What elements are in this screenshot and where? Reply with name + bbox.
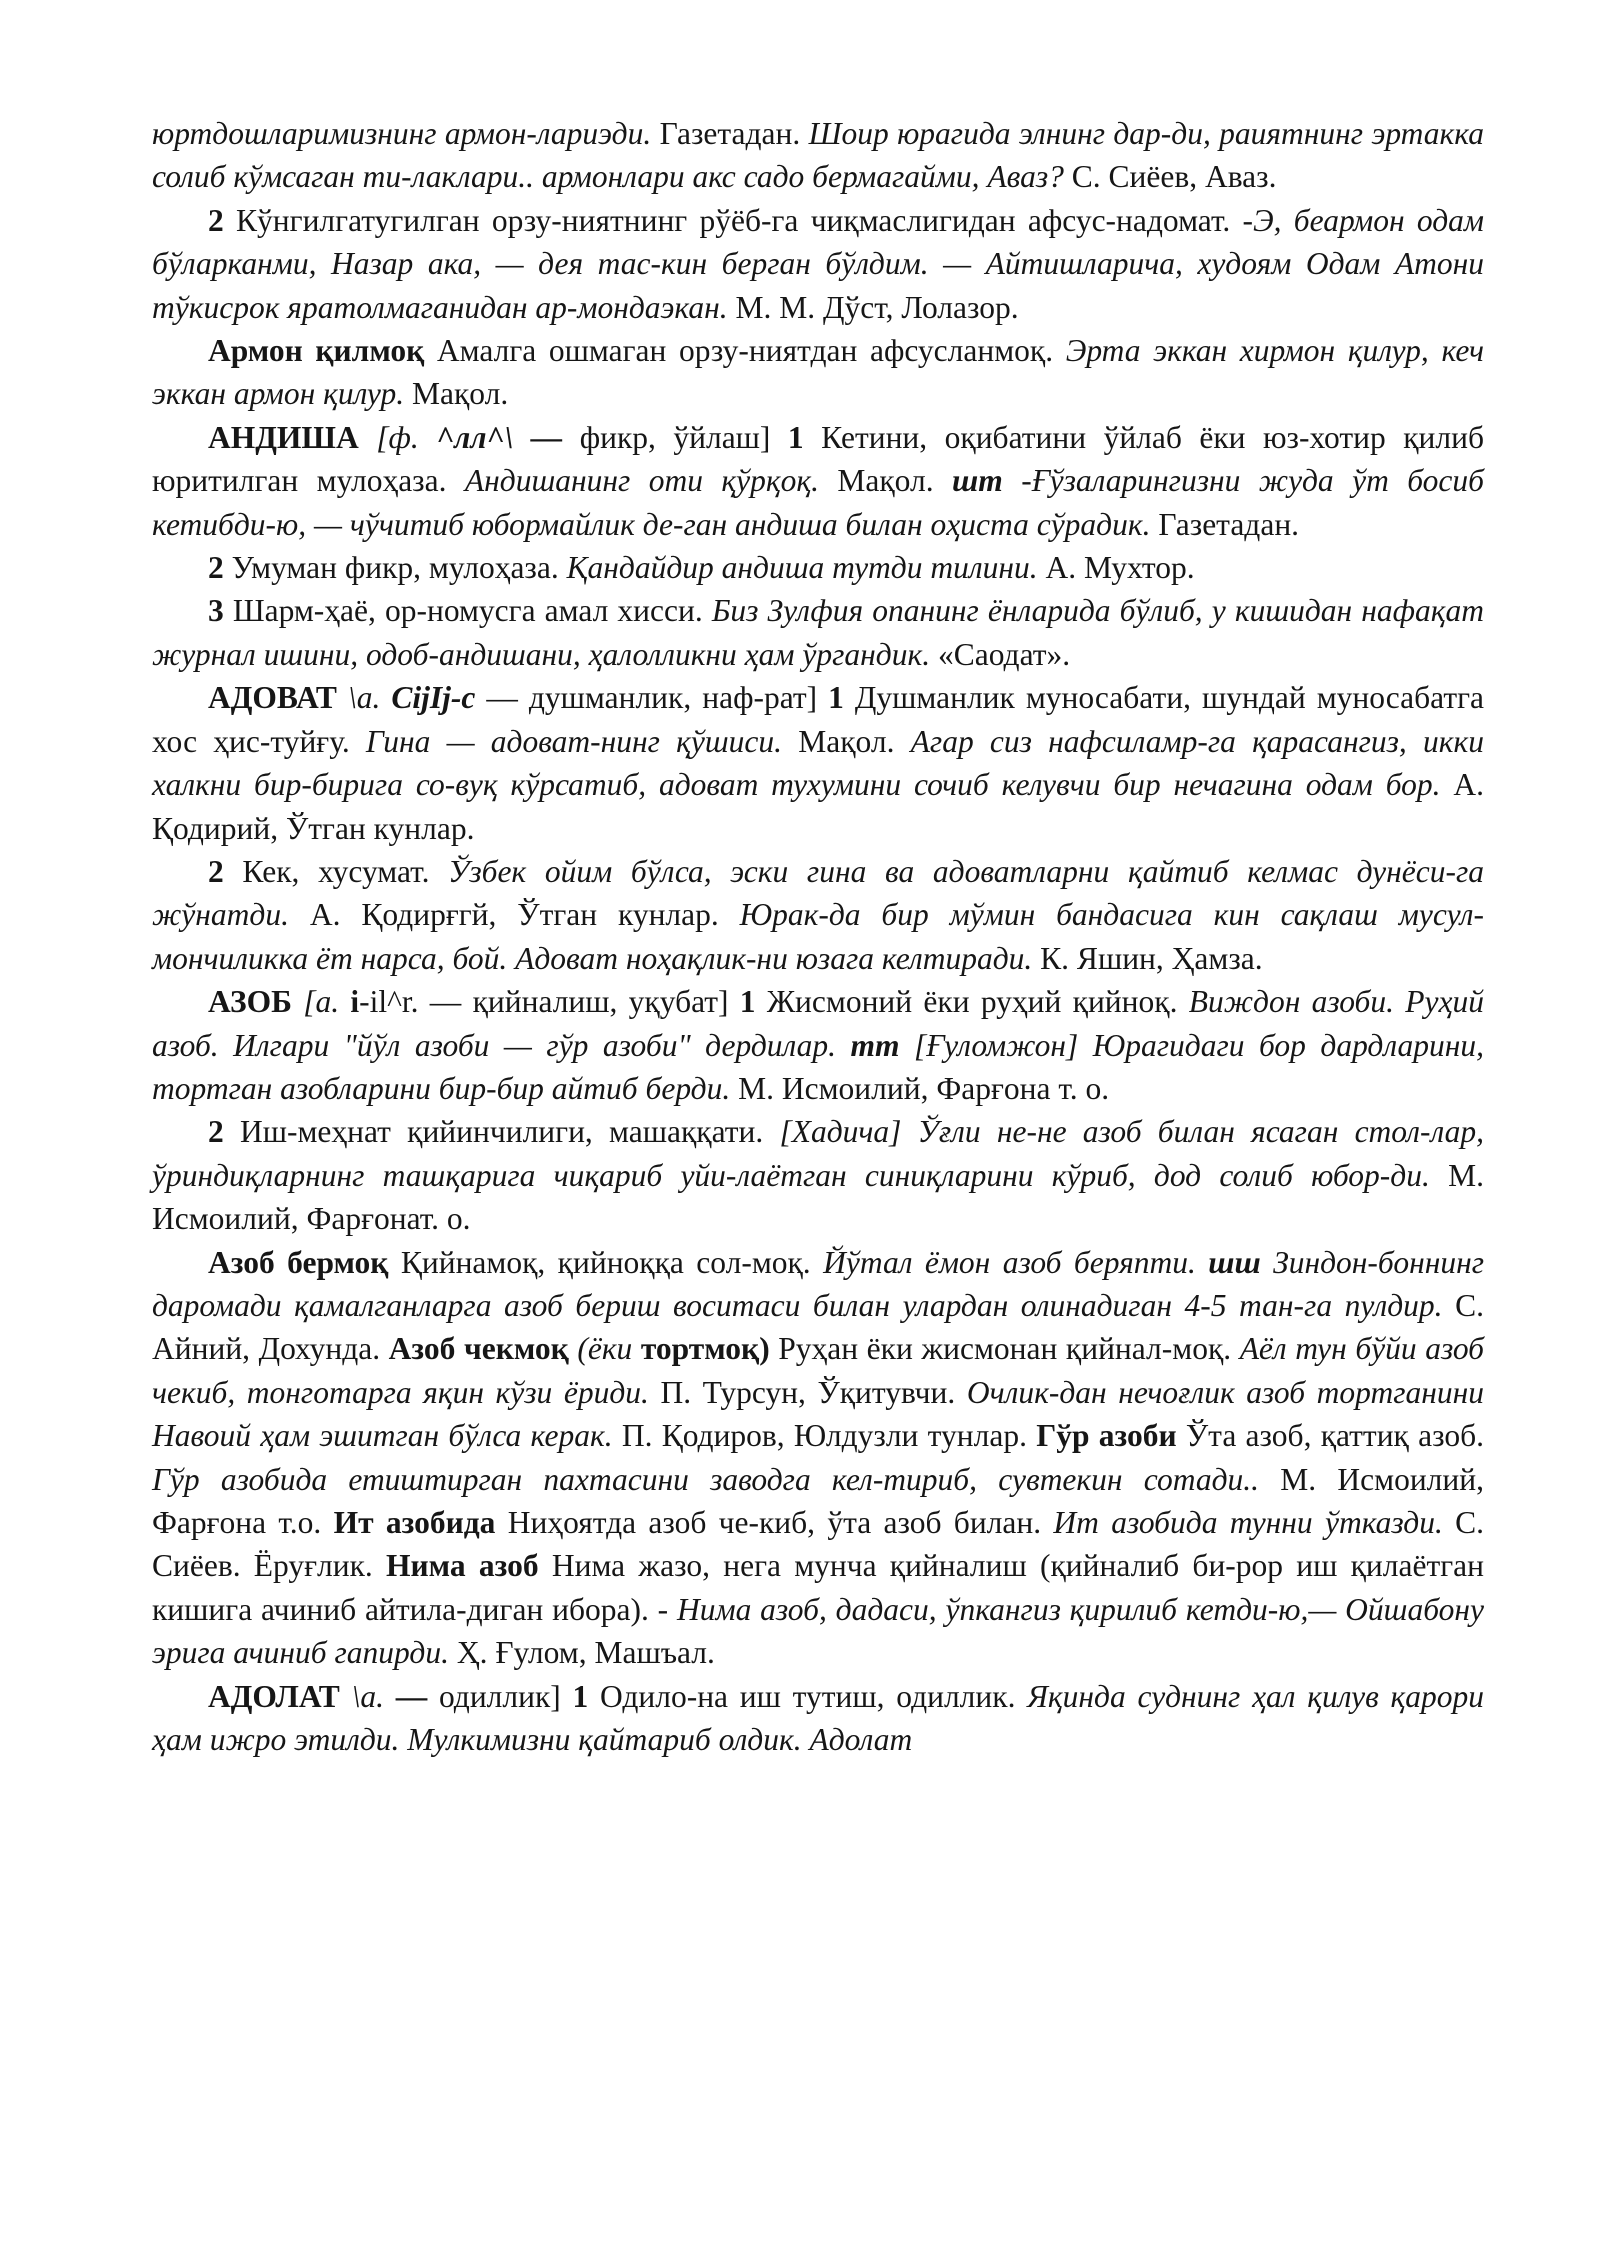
headword-or-number: Нима азоб [386, 1548, 539, 1584]
definition-text: Газетадан. [1150, 506, 1300, 542]
definition-text: Нима жазо, нега мунча қийналиш (қийналиб би-рор иш қилаётган кишига ачиниб айтила-диган ибора). [152, 1548, 1484, 1627]
definition-text: Кўнгилгатугилган орзу-ниятнинг рўёб-га чиқмаслигидан афсус-надомат. [223, 202, 1243, 238]
headword-or-number: Армон қилмоқ [208, 333, 425, 369]
example-text: - Нима азоб, дадаси, ўпкангиз қирилиб кетди-ю,— Ойшабону эрига ачиниб гапирди. [152, 1591, 1484, 1671]
headword-or-number: АНДИША [208, 419, 359, 455]
example-text: Очлик-дан нечоғлик азоб тортганини Навоий ҳам эшитган бўлса керак. [152, 1374, 1484, 1454]
example-text: Агар сиз нафсиламр-га қарасангиз, икки халкни бир-бирига со-вуқ кўрсатиб, адоват тухумини сочиб келувчи бир нечагина одам бор. [152, 723, 1484, 803]
example-text: ^лл^\ — [436, 419, 563, 455]
example-text: Виждон азоби. Руҳий азоб. Илгари "йўл азоби — гўр азоби" дердилар. [152, 984, 1484, 1063]
definition-text: Газетадан. [651, 116, 809, 151]
example-text: [а. [291, 984, 351, 1020]
definition-text: Кетини, оқибатини ўйлаб ёки юз-хотир қилиб юритилган мулоҳаза. [152, 419, 1484, 499]
headword-or-number: Гўр азоби [1036, 1418, 1177, 1454]
definition-text: Умуман фикр, мулоҳаза. [223, 550, 567, 586]
definition-text: Жисмоний ёки руҳий қийноқ. [755, 984, 1189, 1020]
example-text: Шоир юрагида элнинг дар-ди, раиятнинг эртакка солиб кўмсаган ти-лаклари.. армонлари акс садо бермагайми, Аваз? [152, 116, 1484, 195]
dictionary-paragraph [152, 1675, 1484, 1762]
headword-or-number: тортмоқ) [640, 1331, 770, 1367]
definition-text: Шарм-ҳаё, ор-номусга амал хисси. [223, 593, 712, 629]
definition-text: М. Исмоилий, Фарғона т.о. [152, 1461, 1484, 1540]
definition-text: П. Қодиров, Юлдузли тунлар. [612, 1418, 1037, 1454]
example-text: [Ғуломжон] Юрагидаги бор дардларини, тортган азобларини бир-бир айтиб берди. [152, 1027, 1484, 1106]
example-text: [Хадича] Ўғли не-не азоб билан ясаган стол-лар, ўриндиқларнинг ташқарига чиқариб уйи-лаётган синиқларини кўриб, дод солиб юбор-ди. [152, 1114, 1484, 1193]
definition-text: А. Қодирий, Ўтган кунлар. [152, 767, 1485, 846]
headword-or-number: 2 [208, 202, 224, 238]
headword-or-number: Азоб чекмоқ [388, 1331, 569, 1367]
definition-text: М. М. Дўст, Лолазор. [727, 289, 1019, 325]
example-text: Гина — адоват-нинг қўшиси. [365, 723, 783, 759]
definition-text: Мақол. [818, 463, 953, 499]
example-text: Қандайдир андиша тутди тилини. [566, 550, 1038, 586]
dictionary-paragraph [152, 416, 1484, 546]
definition-text: Одило-на иш тутиш, одиллик. [588, 1678, 1028, 1714]
example-text: тт [850, 1027, 900, 1063]
example-text: Гўр азобида етиштирган пахтасини заводга кел-тириб, сувтекин сотади.. [152, 1461, 1260, 1497]
dictionary-paragraph [152, 199, 1484, 329]
example-text: Зиндон-боннинг даромади қамалганларга азоб бериш воситаси билан улардан олинадиган 4-5 тан-га пулдир. [152, 1244, 1485, 1323]
definition-text: М. Исмоилий, Фарғонат. о. [152, 1157, 1484, 1237]
definition-text: П. Турсун, Ўқитувчи. [648, 1374, 967, 1410]
definition-text: А. Мухтор. [1037, 550, 1195, 586]
definition-text: «Саодат». [930, 636, 1071, 672]
definition-text: Мақол. [404, 376, 509, 412]
dictionary-paragraph [152, 1241, 1484, 1675]
example-text: шт [952, 463, 1003, 499]
example-text: шш [1208, 1244, 1261, 1280]
example-text: Аёл тун бўйи азоб чекиб, тонготарга яқин кўзи ёриди. [152, 1331, 1485, 1410]
definition-text: М. Исмоилий, Фарғона т. о. [730, 1070, 1110, 1106]
dictionary-paragraph [152, 546, 1484, 589]
headword-or-number: 1 [572, 1678, 589, 1714]
dictionary-paragraph [152, 980, 1484, 1110]
headword-or-number: АДОВАТ [208, 680, 337, 716]
definition-text: Амалга ошмаган орзу-ниятдан афсусланмоқ. [424, 333, 1066, 369]
definition-text: Душманлик муносабати, шундай муносабатга хос ҳис-туйғу. [152, 680, 1484, 759]
headword-or-number: 1 [828, 680, 844, 716]
example-text: Йўтал ёмон азоб беряпти. [823, 1244, 1209, 1280]
dictionary-paragraph [152, 112, 1484, 199]
headword-or-number: 3 [208, 593, 224, 629]
headword-or-number: 2 [208, 853, 224, 889]
example-text: -Э, беармон одам бўларканми, Назар ака, — дея тас-кин берган бўлдим. — Айтишларича, худоям Одам Атони тўкисрок яратолмаганидан ар-мондаэкан. [152, 202, 1485, 325]
dictionary-entries [152, 112, 1484, 1761]
definition-text: А. Қодирғгй, Ўтган кунлар. [288, 897, 740, 933]
definition-text: -il^r. — қийналиш, уқубат] [359, 984, 740, 1020]
example-text: Ўзбек ойим бўлса, эски гина ва адоватларни қайтиб келмас дунёси-га жўнатди. [152, 853, 1484, 933]
definition-text: К. Яшин, Ҳамза. [1032, 940, 1263, 976]
definition-text: Ҳ. Ғулом, Машъал. [448, 1635, 715, 1671]
dictionary-paragraph [152, 329, 1484, 416]
definition-text: С. Айний, Дохунда. [152, 1287, 1484, 1367]
example-text: [ф. [358, 419, 437, 455]
definition-text: Ниҳоятда азоб че-киб, ўта азоб билан. [495, 1505, 1054, 1540]
example-text: Ит азобида тунни ўтказди. [1053, 1505, 1443, 1540]
example-text: Андишанинг оти қўрқоқ. [464, 463, 819, 499]
example-text: юртдошларимизнинг армон-лариэди. [152, 116, 652, 151]
definition-text: — душманлик, наф-рат] [475, 680, 829, 716]
headword-or-number: Азоб бермоқ [208, 1244, 389, 1280]
definition-text: Кек, хусумат. [223, 853, 449, 889]
dictionary-paragraph [152, 589, 1484, 676]
definition-text: Руҳан ёки жисмонан қийнал-моқ. [769, 1331, 1240, 1367]
headword-or-number: — [395, 1678, 428, 1714]
definition-text: С. Сиёев, Аваз. [1063, 159, 1277, 195]
headword-or-number: 2 [208, 1114, 224, 1150]
headword-or-number: АЗОБ [208, 984, 292, 1020]
definition-text: Иш-меҳнат қийинчилиги, машаққати. [223, 1114, 780, 1150]
headword-or-number: і [350, 984, 360, 1020]
headword-or-number: 1 [739, 984, 756, 1020]
headword-or-number: 1 [787, 419, 804, 455]
dictionary-paragraph [152, 676, 1484, 850]
definition-text: фикр, ўйлаш] [562, 419, 788, 455]
example-text: Юрак-да бир мўмин бандасига кин сақлаш мусул-мончиликка ёт нарса, бой. Адоват ноҳақлик-ни юзага келтиради. [152, 897, 1484, 976]
definition-text: Ўта азоб, қаттиқ азоб. [1176, 1418, 1484, 1454]
example-text: -Ғўзаларингизни жуда ўт босиб кетибди-ю, — чўчитиб юбормайлик де-ган андиша билан оҳиста сўрадик. [152, 463, 1484, 542]
example-text: \а. [339, 1678, 396, 1714]
example-text: Биз Зулфия опанинг ёнларида бўлиб, у кишидан нафақат журнал ишини, одоб-андишани, ҳалолликни ҳам ўргандик. [152, 593, 1484, 672]
dictionary-paragraph [152, 1110, 1484, 1240]
example-text: CijIj-c [391, 680, 476, 716]
definition-text: Қийнамоқ, қийноққа сол-моқ. [388, 1244, 824, 1280]
headword-or-number: АДОЛАТ [208, 1678, 340, 1714]
example-text: \а. [336, 680, 392, 716]
headword-or-number: Ит азобида [333, 1505, 496, 1540]
definition-text: одиллик] [427, 1678, 573, 1714]
dictionary-paragraph [152, 850, 1484, 980]
definition-text: Мақол. [782, 723, 911, 759]
headword-or-number: 2 [208, 550, 224, 586]
example-text: Эрта эккан хирмон қилур, кеч эккан армон қилур. [152, 333, 1484, 412]
definition-text: С. Сиёев. Ёруғлик. [152, 1505, 1485, 1584]
example-text: Яқинда суднинг ҳал қилув қарори ҳам ижро этилди. Мулкимизни қайтариб олдик. Адолат [152, 1678, 1484, 1758]
example-text: (ёки [568, 1331, 641, 1367]
